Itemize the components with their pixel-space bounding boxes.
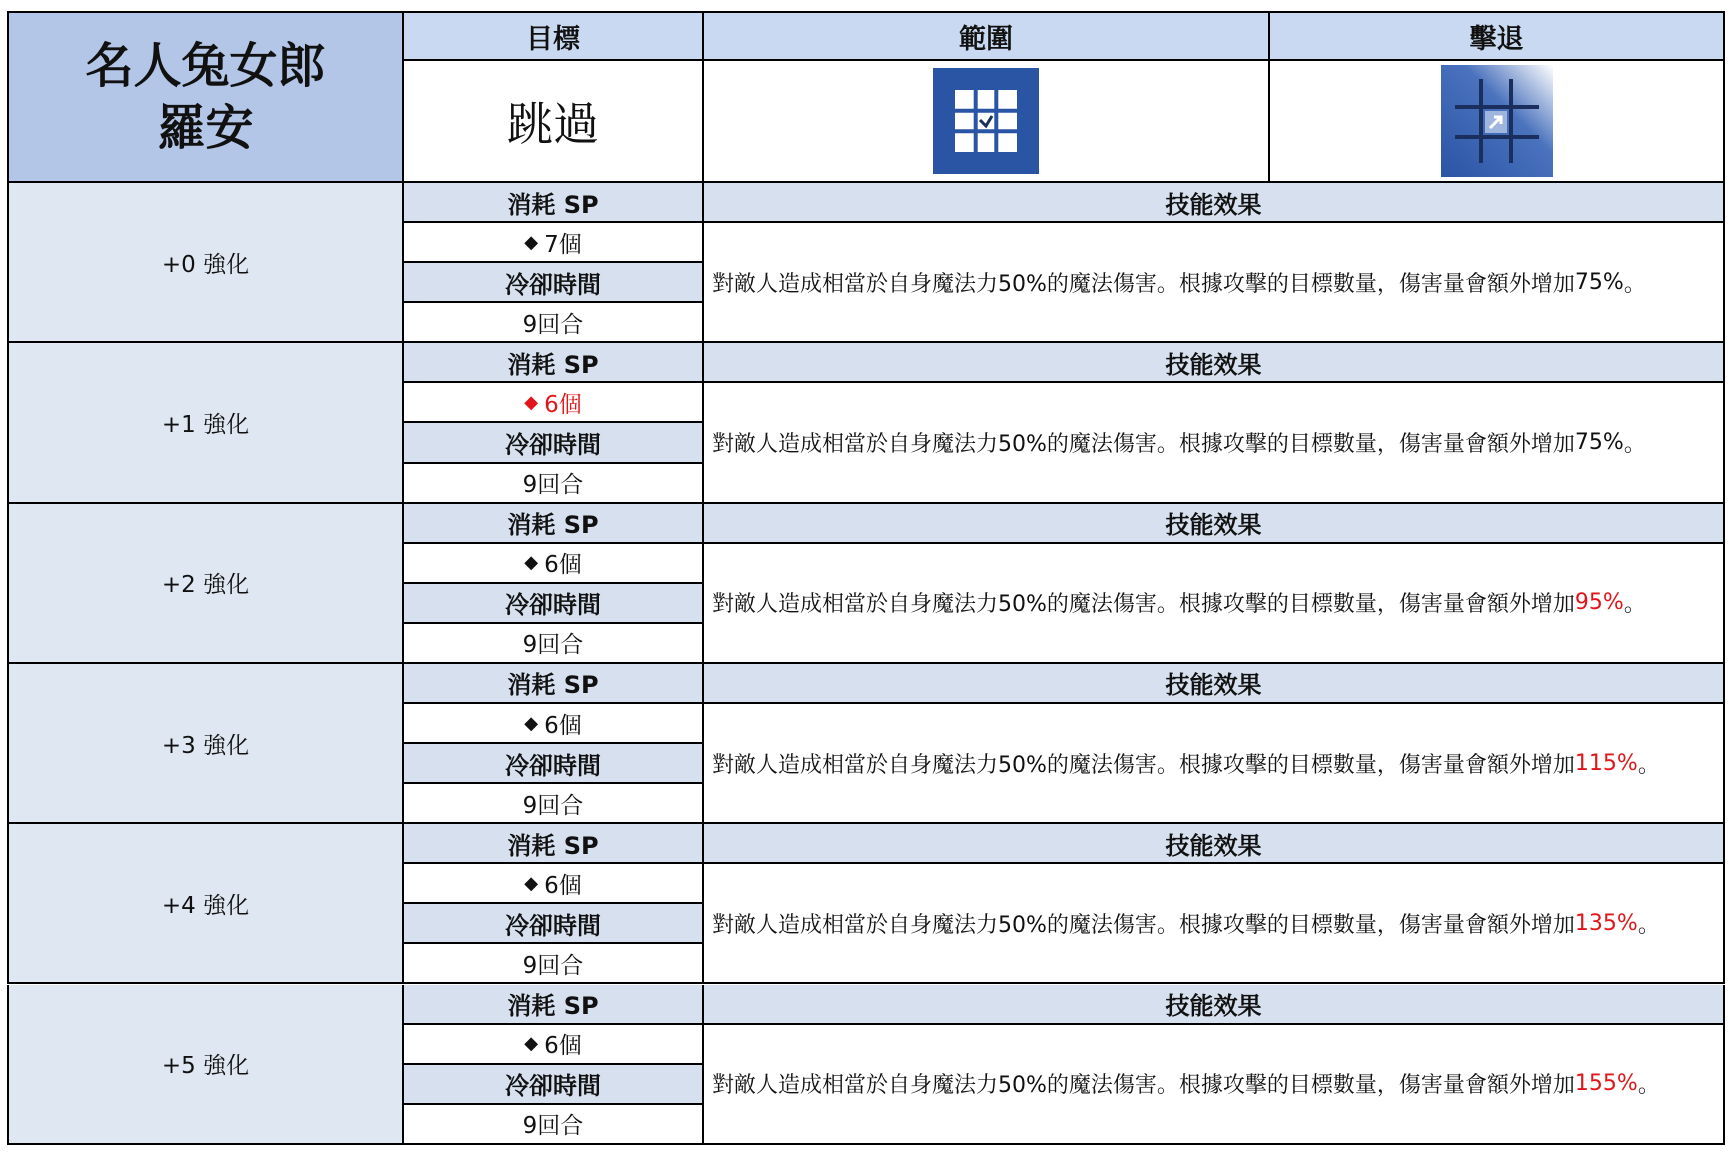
skill-table: [7, 11, 1725, 1145]
sp-label: 消耗 SP: [404, 343, 704, 383]
effect-label: 技能效果: [704, 504, 1725, 544]
knockback-header: 擊退: [1270, 11, 1725, 61]
cooldown-label: 冷卻時間: [404, 904, 704, 944]
sp-value: [404, 223, 704, 263]
range-header: 範圍: [704, 11, 1270, 61]
cooldown-label: 冷卻時間: [404, 1065, 704, 1105]
sp-label: 消耗 SP: [404, 824, 704, 864]
effect-label: 技能效果: [704, 985, 1725, 1025]
diamond-icon: ◆: [524, 391, 539, 413]
diamond-icon: ◆: [524, 231, 539, 253]
sp-value: [404, 383, 704, 423]
effect-text: [704, 864, 1725, 984]
effect-prefix: 對敵人造成相當於自身魔法力50%的魔法傷害。根據攻擊的目標數量，傷害量會額外增加: [712, 752, 1575, 778]
effect-suffix: 。: [1637, 752, 1660, 778]
effect-prefix: 對敵人造成相當於自身魔法力50%的魔法傷害。根據攻擊的目標數量，傷害量會額外增加: [712, 592, 1575, 618]
sp-value: [404, 704, 704, 744]
effect-text: [704, 544, 1725, 664]
sp-value: [404, 864, 704, 904]
sp-amount: 6個: [544, 712, 582, 739]
sp-amount: 6個: [544, 552, 582, 579]
cooldown-value: 9回合: [404, 303, 704, 343]
level-label: +3 強化: [7, 664, 404, 824]
effect-text: [704, 223, 1725, 343]
grid-arrow-icon: [1441, 65, 1553, 177]
effect-value: 75%: [1574, 269, 1624, 295]
sp-amount: 6個: [544, 1033, 582, 1060]
character-name-line2: 羅安: [157, 100, 254, 156]
sp-amount: 7個: [544, 231, 582, 258]
cooldown-label: 冷卻時間: [404, 744, 704, 784]
knockback-icon-cell: [1270, 61, 1725, 183]
effect-label: 技能效果: [704, 824, 1725, 864]
range-icon-cell: [704, 61, 1270, 183]
effect-text: [704, 383, 1725, 503]
cooldown-label: 冷卻時間: [404, 584, 704, 624]
cooldown-value: 9回合: [404, 464, 704, 504]
effect-label: 技能效果: [704, 183, 1725, 223]
character-title: [7, 11, 404, 183]
sp-label: 消耗 SP: [404, 985, 704, 1025]
effect-prefix: 對敵人造成相當於自身魔法力50%的魔法傷害。根據攻擊的目標數量，傷害量會額外增加: [712, 912, 1575, 938]
effect-value: 115%: [1574, 750, 1638, 776]
effect-suffix: 。: [1637, 912, 1660, 938]
effect-prefix: 對敵人造成相當於自身魔法力50%的魔法傷害。根據攻擊的目標數量，傷害量會額外增加: [712, 1073, 1575, 1099]
sp-label: 消耗 SP: [404, 504, 704, 544]
cooldown-label: 冷卻時間: [404, 423, 704, 463]
effect-text: [704, 704, 1725, 824]
target-value: 跳過: [404, 61, 704, 183]
level-label: +1 強化: [7, 343, 404, 503]
effect-prefix: 對敵人造成相當於自身魔法力50%的魔法傷害。根據攻擊的目標數量，傷害量會額外增加: [712, 431, 1575, 457]
level-label: +5 強化: [7, 985, 404, 1145]
effect-value: 95%: [1574, 590, 1624, 616]
level-label: +4 強化: [7, 824, 404, 984]
diamond-icon: ◆: [524, 1033, 539, 1055]
level-label: +2 強化: [7, 504, 404, 664]
diamond-icon: ◆: [524, 552, 539, 574]
sp-value: [404, 544, 704, 584]
effect-suffix: 。: [1623, 271, 1646, 297]
sp-value: [404, 1025, 704, 1065]
character-name-line1: 名人兔女郎: [85, 38, 326, 94]
effect-value: 135%: [1574, 910, 1638, 936]
effect-value: 155%: [1574, 1071, 1638, 1097]
cooldown-label: 冷卻時間: [404, 263, 704, 303]
diamond-icon: ◆: [524, 712, 539, 734]
grid-check-icon: [933, 68, 1039, 174]
effect-suffix: 。: [1623, 431, 1646, 457]
sp-amount: 6個: [544, 391, 582, 418]
cooldown-value: 9回合: [404, 784, 704, 824]
effect-label: 技能效果: [704, 664, 1725, 704]
level-label: +0 強化: [7, 183, 404, 343]
effect-suffix: 。: [1637, 1073, 1660, 1099]
effect-label: 技能效果: [704, 343, 1725, 383]
diamond-icon: ◆: [524, 872, 539, 894]
effect-value: 75%: [1574, 429, 1624, 455]
sp-label: 消耗 SP: [404, 183, 704, 223]
effect-suffix: 。: [1623, 592, 1646, 618]
sp-label: 消耗 SP: [404, 664, 704, 704]
cooldown-value: 9回合: [404, 944, 704, 984]
cooldown-value: 9回合: [404, 624, 704, 664]
cooldown-value: 9回合: [404, 1105, 704, 1145]
sp-amount: 6個: [544, 872, 582, 899]
effect-prefix: 對敵人造成相當於自身魔法力50%的魔法傷害。根據攻擊的目標數量，傷害量會額外增加: [712, 271, 1575, 297]
target-header: 目標: [404, 11, 704, 61]
effect-text: [704, 1025, 1725, 1145]
